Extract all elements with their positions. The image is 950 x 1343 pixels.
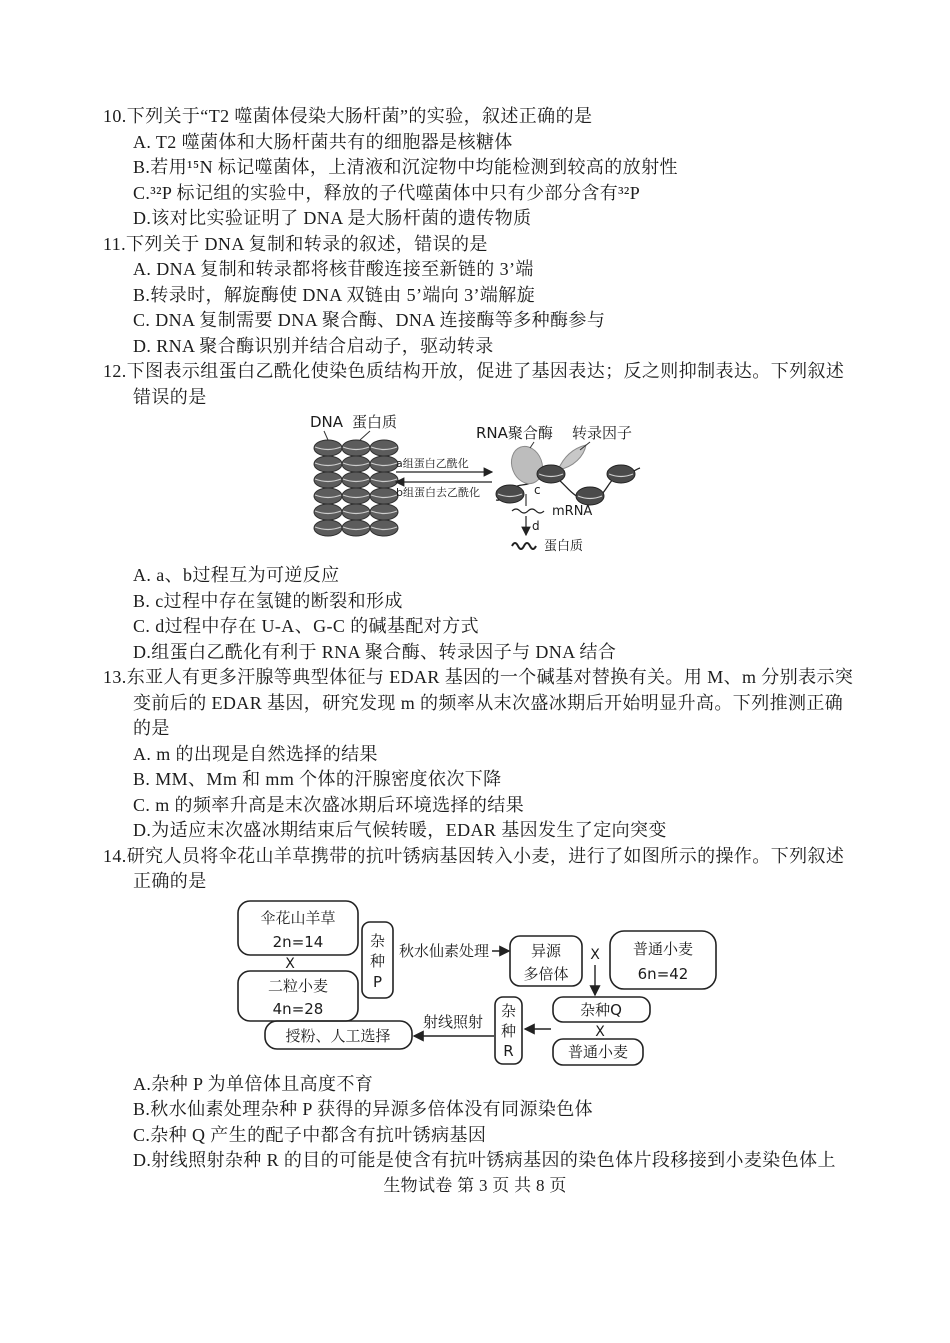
protein-product-label: 蛋白质 xyxy=(544,539,584,554)
wheat-breeding-diagram xyxy=(233,895,723,1071)
dna-label: DNA xyxy=(310,413,344,431)
option-b: B. c过程中存在氢键的断裂和形成 xyxy=(133,590,403,611)
common-wheat-ploidy: 6n=42 xyxy=(637,964,689,983)
page-footer: 生物试卷 第 3 页 共 8 页 xyxy=(383,1176,567,1195)
open-nucleosome xyxy=(537,465,565,483)
cross-symbol: X xyxy=(595,1023,605,1040)
protein-pointer xyxy=(360,431,370,440)
question-stem: 12.下图表示组蛋白乙酰化使染色质结构开放，促进了基因表达；反之则抑制表达。下列叙述 xyxy=(103,361,845,381)
process-a-label: a组蛋白乙酰化 xyxy=(396,457,469,470)
parent2-ploidy: 4n=28 xyxy=(272,999,324,1018)
hybrid-r-char: 杂 xyxy=(500,1001,517,1020)
mrna-label: mRNA xyxy=(552,504,593,519)
option-d: D.该对比实验证明了 DNA 是大肠杆菌的遗传物质 xyxy=(133,208,532,228)
option-d: D.组蛋白乙酰化有利于 RNA 聚合酶、转录因子与 DNA 结合 xyxy=(133,641,617,662)
option-d: D.射线照射杂种 R 的目的可能是使含有抗叶锈病基因的染色体片段移接到小麦染色体上 xyxy=(133,1150,836,1170)
parent2-name: 二粒小麦 xyxy=(267,976,329,995)
option-b: B.若用¹⁵N 标记噬菌体，上清液和沉淀物中均能检测到较高的放射性 xyxy=(133,157,678,177)
option-c: C.杂种 Q 产生的配子中都含有抗叶锈病基因 xyxy=(133,1124,487,1145)
question-stem: 14.研究人员将伞花山羊草携带的抗叶锈病基因转入小麦，进行了如图所示的操作。下列叙述 xyxy=(103,845,845,866)
question-list xyxy=(103,104,893,1174)
process-c-label: c xyxy=(534,483,541,497)
option-c: C. m 的频率升高是末次盛冰期后环境选择的结果 xyxy=(133,794,525,815)
hybrid-p-char: 种 xyxy=(369,951,386,970)
rna-polymerase-label: RNA聚合酶 xyxy=(476,424,553,442)
common-wheat-backcross-label: 普通小麦 xyxy=(567,1042,629,1061)
option-a: A.杂种 P 为单倍体且高度不育 xyxy=(133,1073,374,1094)
common-wheat-name: 普通小麦 xyxy=(632,939,694,958)
hybrid-r-box xyxy=(495,997,522,1064)
option-b: B.转录时，解旋酶使 DNA 双链由 5’端向 3’端解旋 xyxy=(133,284,536,305)
option-b: B. MM、Mm 和 mm 个体的汗腺密度依次下降 xyxy=(133,769,502,790)
option-c: C. d过程中存在 U-A、G-C 的碱基配对方式 xyxy=(133,616,479,637)
option-d: D. RNA 聚合酶识别并结合启动子，驱动转录 xyxy=(133,335,494,356)
option-c: C. DNA 复制需要 DNA 聚合酶、DNA 连接酶等多种酶参与 xyxy=(133,310,606,330)
wheat-breeding-figure xyxy=(103,895,893,1072)
question-stem: 13.东亚人有更多汗腺等典型体征与 EDAR 基因的一个碱基对替换有关。用 M、m 分别表示突 xyxy=(103,667,854,688)
allopolyploid-line: 多倍体 xyxy=(523,964,569,983)
protein-label: 蛋白质 xyxy=(352,413,398,431)
question-stem-continued: 变前后的 EDAR 基因，研究发现 m 的频率从末次盛冰期后开始明显升高。下列推测正确 xyxy=(133,692,844,713)
option-a: A. m 的出现是自然选择的结果 xyxy=(133,743,378,764)
option-a: A. T2 噬菌体和大肠杆菌共有的细胞器是核糖体 xyxy=(133,131,513,152)
process-d-label: d xyxy=(532,519,540,533)
option-b: B.秋水仙素处理杂种 P 获得的异源多倍体没有同源染色体 xyxy=(133,1099,594,1119)
open-nucleosome xyxy=(607,465,635,483)
dna-pointer xyxy=(324,431,328,440)
hybrid-r-char: R xyxy=(503,1041,514,1060)
option-a: A. DNA 复制和转录都将核苷酸连接至新链的 3’端 xyxy=(133,259,534,279)
question-13 xyxy=(103,665,893,844)
cross-symbol: X xyxy=(285,955,295,972)
question-stem-continued: 错误的是 xyxy=(133,386,207,407)
open-nucleosome xyxy=(496,485,524,503)
mrna-strand xyxy=(512,509,544,513)
question-14 xyxy=(103,844,893,1174)
histone-acetylation-diagram xyxy=(308,410,642,556)
hybrid-p-box xyxy=(362,922,393,998)
cross-symbol: X xyxy=(590,946,600,963)
transcription-factor-label: 转录因子 xyxy=(572,424,633,442)
process-b-label: b组蛋白去乙酰化 xyxy=(396,486,480,499)
common-wheat-box xyxy=(610,931,716,989)
question-12 xyxy=(103,359,893,665)
parent1-name: 伞花山羊草 xyxy=(260,908,336,927)
question-11 xyxy=(103,232,893,360)
open-nucleosome xyxy=(576,487,604,505)
option-a: A. a、b过程互为可逆反应 xyxy=(133,565,340,586)
question-stem: 11.下列关于 DNA 复制和转录的叙述，错误的是 xyxy=(103,233,488,254)
final-step-box xyxy=(265,1021,412,1049)
colchicine-step-label: 秋水仙素处理 xyxy=(399,941,490,960)
parent2-box xyxy=(238,971,358,1021)
allopolyploid-box xyxy=(510,936,582,986)
hybrid-q-label: 杂种Q xyxy=(580,1000,622,1019)
irradiation-step-label: 射线照射 xyxy=(423,1012,484,1031)
parent1-ploidy: 2n=14 xyxy=(272,932,324,951)
hybrid-r-char: 种 xyxy=(500,1021,517,1040)
question-stem-continued: 正确的是 xyxy=(133,871,207,892)
final-step-label: 授粉、人工选择 xyxy=(285,1026,391,1045)
polymerase-pointer xyxy=(530,442,534,448)
hybrid-q-box xyxy=(553,997,650,1022)
question-stem: 10.下列关于“T2 噬菌体侵染大肠杆菌”的实验，叙述正确的是 xyxy=(103,106,593,126)
condensed-chromatin xyxy=(314,440,398,536)
histone-acetylation-figure xyxy=(103,410,893,563)
hybrid-p-char: 杂 xyxy=(369,931,386,950)
common-wheat-backcross-box xyxy=(553,1039,643,1065)
question-10 xyxy=(103,104,893,232)
option-c: C.³²P 标记组的实验中，释放的子代噬菌体中只有少部分含有³²P xyxy=(133,182,641,203)
hybrid-p-char: P xyxy=(372,972,383,991)
question-stem-continued: 的是 xyxy=(133,718,170,739)
allopolyploid-line: 异源 xyxy=(530,941,562,960)
option-d: D.为适应末次盛冰期结束后气候转暖，EDAR 基因发生了定向突变 xyxy=(133,820,667,841)
parent1-box xyxy=(238,901,358,955)
protein-icon xyxy=(512,543,536,549)
